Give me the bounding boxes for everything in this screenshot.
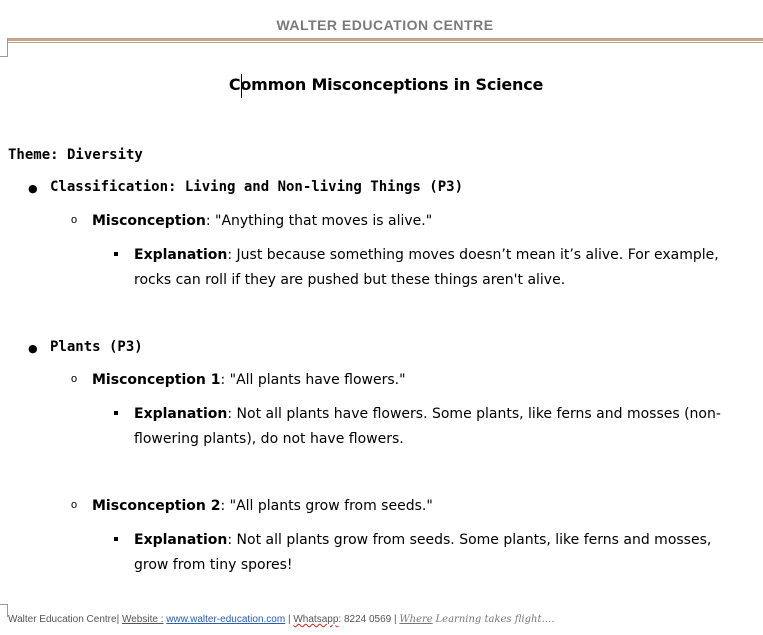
explanation-text: : Just because something moves doesn’t mean it’s alive. For example, rocks can roll if they are pushed but these things aren't alive. bbox=[134, 247, 719, 288]
footer-website-link[interactable]: www.walter-education.com bbox=[166, 614, 286, 625]
misconception-label: Misconception 2 bbox=[92, 498, 221, 514]
footer-tagline: Learning takes flight…. bbox=[435, 614, 555, 625]
misconception-text: : "Anything that moves is alive." bbox=[205, 213, 433, 229]
footer-org: Walter Education Centre bbox=[8, 614, 117, 625]
section-heading-classification[interactable] bbox=[28, 179, 464, 195]
footer-whatsapp-number: : 8224 0569 bbox=[338, 614, 392, 625]
footer-separator: | bbox=[287, 614, 291, 625]
section-heading-plants[interactable] bbox=[28, 339, 143, 355]
explanation-text: : Not all plants have flowers. Some plants, like ferns and mosses (non-flowering plants), do not have flowers. bbox=[134, 406, 721, 447]
footer-whatsapp-label: Whatsapp bbox=[293, 614, 339, 625]
document-title[interactable]: Common Misconceptions in Science bbox=[228, 75, 544, 94]
bullet-square-icon bbox=[114, 537, 118, 541]
misconception-label: Misconception 1 bbox=[92, 372, 221, 388]
bullet-disc-icon: ● bbox=[28, 342, 38, 355]
explanation-text: : Not all plants grow from seeds. Some plants, like ferns and mosses, grow from tiny spores! bbox=[134, 532, 712, 573]
margin-crop-mark-bottom bbox=[0, 604, 8, 617]
bullet-square-icon bbox=[114, 252, 118, 256]
explanation-item[interactable] bbox=[134, 528, 746, 578]
misconception-item[interactable] bbox=[71, 498, 433, 514]
footer-separator: | bbox=[394, 614, 397, 625]
explanation-label: Explanation bbox=[134, 247, 228, 263]
explanation-label: Explanation bbox=[134, 532, 228, 548]
page-footer bbox=[8, 614, 555, 625]
bullet-square-icon bbox=[114, 411, 118, 415]
explanation-item[interactable] bbox=[134, 243, 746, 293]
misconception-item[interactable] bbox=[71, 213, 433, 229]
footer-separator: | bbox=[116, 614, 120, 625]
footer-website-label: Website : bbox=[121, 614, 164, 625]
misconception-item[interactable] bbox=[71, 372, 406, 388]
misconception-text: : "All plants grow from seeds." bbox=[220, 498, 433, 514]
margin-crop-mark-top bbox=[0, 38, 8, 57]
misconception-text: : "All plants have flowers." bbox=[220, 372, 406, 388]
theme-heading[interactable]: Theme: Diversity bbox=[8, 147, 143, 163]
bullet-circle-icon: o bbox=[71, 499, 78, 511]
bullet-disc-icon: ● bbox=[28, 182, 38, 195]
header-divider bbox=[7, 38, 763, 41]
explanation-item[interactable] bbox=[134, 402, 746, 452]
section-heading-text: Classification: Living and Non-living Things (P3) bbox=[50, 179, 464, 195]
header-title: WALTER EDUCATION CENTRE bbox=[276, 17, 494, 33]
section-heading-text: Plants (P3) bbox=[50, 339, 143, 355]
explanation-label: Explanation bbox=[134, 406, 228, 422]
footer-tagline-where: Where bbox=[399, 614, 433, 625]
bullet-circle-icon: o bbox=[71, 373, 78, 385]
header-divider-thin bbox=[7, 42, 763, 43]
bullet-circle-icon: o bbox=[71, 214, 78, 226]
misconception-label: Misconception bbox=[92, 213, 206, 229]
